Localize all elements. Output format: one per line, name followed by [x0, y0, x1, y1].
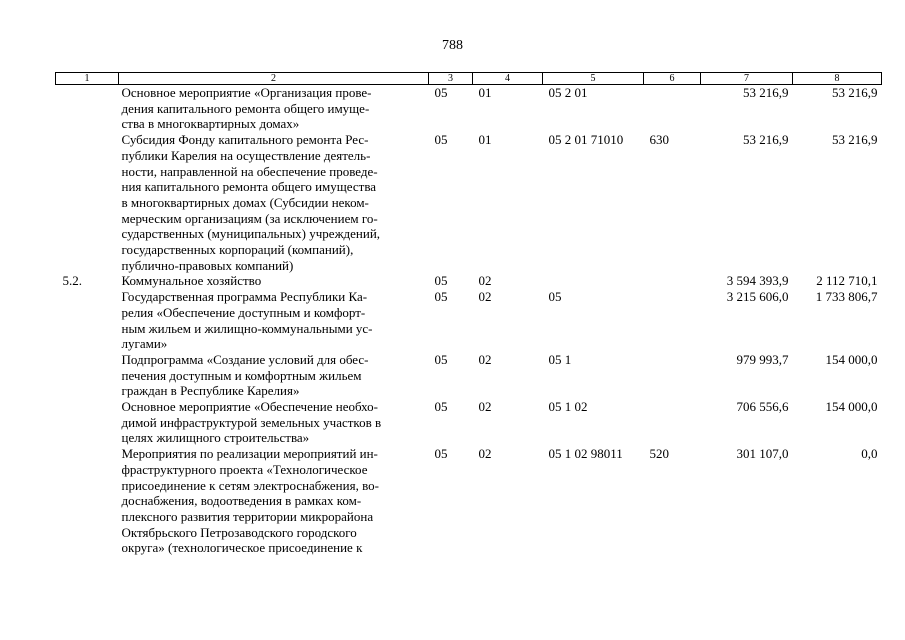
- row-number: [56, 399, 119, 446]
- expense-type-code: 630: [649, 132, 669, 148]
- amount-year-2: 1 733 806,7: [815, 289, 878, 305]
- target-item-code: [543, 273, 644, 289]
- row-number: [56, 85, 119, 133]
- table-row: [56, 85, 882, 133]
- section-code: 05: [434, 85, 448, 100]
- amount-year-1: 979 993,7: [736, 351, 789, 367]
- subsection-code: 02: [478, 446, 492, 462]
- row-description: [119, 289, 429, 352]
- table-row: [56, 132, 882, 273]
- column-header-6: 6: [644, 73, 701, 85]
- amount-year-2: 154 000,0: [825, 399, 878, 415]
- amount-year-1: 53 216,9: [743, 85, 789, 100]
- column-header-5: 5: [543, 73, 644, 85]
- header-row: [56, 73, 882, 85]
- row-number: [56, 132, 119, 273]
- description-line: сударственных (муниципальных) учреждений,: [121, 226, 381, 242]
- description-line: целях жилищного строительства»: [121, 430, 310, 446]
- amount-year-2: 154 000,0: [825, 351, 878, 367]
- column-header-7: 7: [701, 73, 793, 85]
- row-description: [119, 352, 429, 399]
- description-line: государственных корпораций (компаний),: [121, 242, 354, 258]
- table-body: [56, 85, 882, 557]
- section-code: 05: [434, 273, 448, 289]
- description-line: Мероприятия по реализации мероприятий ин-: [121, 446, 378, 462]
- section-code: 05: [434, 289, 448, 305]
- description-line: Октябрьского Петрозаводского городского: [121, 524, 357, 540]
- column-header-2: 2: [119, 73, 429, 85]
- amount-year-1: 53 216,9: [743, 132, 789, 148]
- table-row: [56, 352, 882, 399]
- description-line: публично-правовых компаний): [121, 257, 294, 273]
- amount-year-1: 301 107,0: [736, 446, 789, 462]
- description-line: Субсидия Фонду капитального ремонта Рес-: [121, 132, 369, 148]
- row-number: 5.2.: [62, 273, 82, 289]
- description-line: округа» (технологическое присоединение к: [121, 540, 363, 556]
- description-line: ства в многоквартирных домах»: [121, 116, 300, 132]
- table-row: [56, 446, 882, 556]
- subsection-code: 02: [478, 351, 492, 367]
- row-description: [119, 132, 429, 273]
- target-item-code: 05 1: [548, 351, 572, 367]
- row-number: [56, 446, 119, 556]
- column-header-1: 1: [56, 73, 119, 85]
- amount-year-2: 53 216,9: [832, 132, 878, 148]
- page-number: 788: [442, 38, 463, 53]
- description-line: Основное мероприятие «Организация прове-: [121, 85, 372, 100]
- amount-year-2: 53 216,9: [832, 85, 878, 100]
- column-header-4: 4: [473, 73, 543, 85]
- column-header-8: 8: [793, 73, 882, 85]
- amount-year-1: 3 594 393,9: [726, 273, 789, 289]
- description-line: в многоквартирных домах (Субсидии неком-: [121, 194, 369, 210]
- description-line: дения капитального ремонта общего имуще-: [121, 100, 370, 116]
- table-header: [56, 73, 882, 85]
- expense-type-code: [644, 273, 701, 289]
- subsection-code: 01: [478, 132, 492, 148]
- description-line: мерческим организациям (за исключением го-: [121, 210, 378, 226]
- subsection-code: 02: [478, 289, 492, 305]
- description-line: фраструктурного проекта «Технологическое: [121, 461, 368, 477]
- budget-table: [55, 72, 882, 556]
- expense-type-code: 520: [649, 446, 669, 462]
- expense-type-code: [644, 399, 701, 446]
- row-description: [119, 273, 429, 289]
- amount-year-2: 0,0: [861, 446, 878, 462]
- table-row: [56, 399, 882, 446]
- table-row: [56, 273, 882, 289]
- table-row: [56, 289, 882, 352]
- amount-year-1: 3 215 606,0: [726, 289, 789, 305]
- description-line: лугами»: [121, 336, 168, 352]
- amount-year-2: 2 112 710,1: [816, 273, 878, 289]
- expense-type-code: [644, 85, 701, 133]
- expense-type-code: [644, 289, 701, 352]
- description-line: димой инфраструктурой земельных участков в: [121, 414, 382, 430]
- description-line: доснабжения, водоотведения в рамках ком-: [121, 493, 362, 509]
- section-code: 05: [434, 446, 448, 462]
- description-line: релия «Обеспечение доступным и комфорт-: [121, 304, 366, 320]
- description-line: Основное мероприятие «Обеспечение необхо-: [121, 399, 378, 415]
- subsection-code: 01: [478, 85, 492, 100]
- description-line: плексного развития территории микрорайона: [121, 508, 374, 524]
- description-line: граждан в Республике Карелия»: [121, 383, 300, 399]
- target-item-code: 05 1 02 98011: [548, 446, 623, 462]
- target-item-code: 05: [548, 289, 562, 305]
- section-code: 05: [434, 399, 448, 415]
- description-line: присоединение к сетям электроснабжения, во-: [121, 477, 379, 493]
- subsection-code: 02: [478, 273, 492, 289]
- description-line: ным жильем и жилищно-коммунальными ус-: [121, 320, 373, 336]
- row-description: [119, 85, 429, 133]
- subsection-code: 02: [478, 399, 492, 415]
- column-header-3: 3: [429, 73, 473, 85]
- description-line: ния капитального ремонта общего имущества: [121, 179, 377, 195]
- description-line: ности, направленной на обеспечение проведе-: [121, 163, 378, 179]
- description-line: публики Карелия на осуществление деятель-: [121, 147, 371, 163]
- description-line: печения доступным и комфортным жильем: [121, 367, 362, 383]
- target-item-code: 05 1 02: [548, 399, 588, 415]
- row-number: [56, 352, 119, 399]
- row-description: [119, 446, 429, 556]
- description-line: Коммунальное хозяйство: [121, 273, 262, 289]
- expense-type-code: [644, 352, 701, 399]
- description-line: Подпрограмма «Создание условий для обес-: [121, 351, 369, 367]
- section-code: 05: [434, 132, 448, 148]
- description-line: Государственная программа Республики Ка-: [121, 289, 368, 305]
- amount-year-1: 706 556,6: [736, 399, 789, 415]
- section-code: 05: [434, 351, 448, 367]
- target-item-code: 05 2 01: [548, 85, 588, 100]
- target-item-code: 05 2 01 71010: [548, 132, 624, 148]
- row-description: [119, 399, 429, 446]
- row-number: [56, 289, 119, 352]
